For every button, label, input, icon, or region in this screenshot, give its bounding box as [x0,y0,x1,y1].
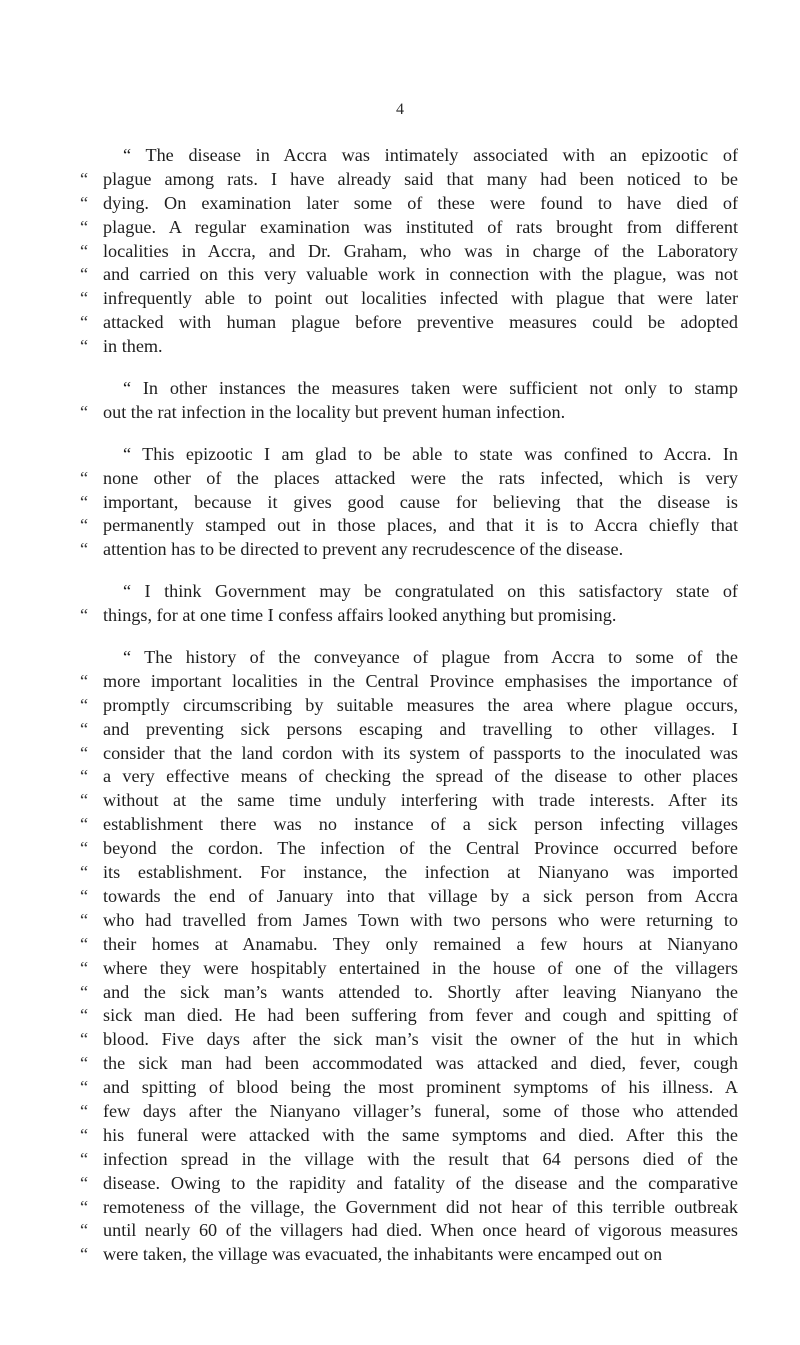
quote-mark: “ [80,192,89,213]
line-text: and carried on this very valuable work in connection with the plague, was not [103,264,738,285]
line-text: blood. Five days after the sick man’s visit the owner of the hut in which [103,1029,738,1050]
text-line [80,467,738,491]
quote-mark: “ [80,694,89,715]
quote-mark: “ [80,933,89,954]
line-text: establishment there was no instance of a sick person infecting villages [103,814,738,835]
line-text: who had travelled from James Town with two persons who were returning to [103,909,738,930]
text-line [80,1028,738,1052]
line-text: the sick man had been accommodated was attacked and died, fever, cough [103,1053,738,1074]
text-line [80,580,738,604]
line-text: few days after the Nianyano villager’s funeral, some of those who attended [103,1100,738,1121]
line-text: more important localities in the Central Province emphasises the importance of [103,670,738,691]
line-text: and spitting of blood being the most prominent symptoms of his illness. A [103,1077,738,1098]
line-text: infection spread in the village with the result that 64 persons died of the [103,1148,738,1169]
text-line [80,1172,738,1196]
quote-mark: “ [80,766,89,787]
line-text: their homes at Anamabu. They only remained a few hours at Nianyano [103,933,738,954]
text-line [80,646,738,670]
text-line [80,144,738,168]
line-text: dying. On examination later some of these were found to have died of [103,192,738,213]
quote-mark: “ [80,336,89,357]
quote-mark: “ [80,605,89,626]
line-text: attention has to be directed to prevent any recrudescence of the disease. [103,539,624,560]
line-text: consider that the land cordon with its system of passports to the inoculated was [103,742,738,763]
line-text: plague. A regular examination was instituted of rats brought from different [103,216,738,237]
line-text: “ The disease in Accra was intimately associated with an epizootic of [123,145,738,165]
quote-mark: “ [80,216,89,237]
paragraph [80,443,738,562]
paragraph [80,646,738,1267]
text-line [80,933,738,957]
quote-mark: “ [80,981,89,1002]
text-line [80,604,738,628]
line-text: permanently stamped out in those places, and that it is to Accra chiefly that [103,515,738,536]
quote-mark: “ [80,1029,89,1050]
quote-mark: “ [80,467,89,488]
text-line [80,287,738,311]
text-line [80,1124,738,1148]
quote-mark: “ [80,1053,89,1074]
line-text: without at the same time unduly interfering with trade interests. After its [103,790,738,811]
text-line [80,718,738,742]
line-text: were taken, the village was evacuated, the inhabitants were encamped out on [103,1244,663,1265]
quote-mark: “ [80,1124,89,1145]
text-line [80,957,738,981]
quote-mark: “ [80,515,89,536]
line-text: none other of the places attacked were the rats infected, which is very [103,467,738,488]
text-line [80,694,738,718]
line-text: towards the end of January into that village by a sick person from Accra [103,885,738,906]
text-line [80,1052,738,1076]
quote-mark: “ [80,885,89,906]
text-line [80,813,738,837]
quote-mark: “ [80,742,89,763]
quote-mark: “ [80,1148,89,1169]
quote-mark: “ [80,1005,89,1026]
line-text: where they were hospitably entertained in the house of one of the villagers [103,957,738,978]
quote-mark: “ [80,718,89,739]
line-text: disease. Owing to the rapidity and fatality of the disease and the comparative [103,1172,738,1193]
text-line [80,909,738,933]
paragraph [80,580,738,628]
text-line [80,538,738,562]
quote-mark: “ [80,1100,89,1121]
line-text: remoteness of the village, the Government did not hear of this terrible outbreak [103,1196,738,1217]
line-text: and preventing sick persons escaping and travelling to other villages. I [103,718,738,739]
paragraph [80,377,738,425]
line-text: plague among rats. I have already said that many had been noticed to be [103,168,738,189]
text-line [80,1219,738,1243]
text-line [80,1076,738,1100]
quote-mark: “ [80,1244,89,1265]
line-text: “ I think Government may be congratulated on this satisfactory state of [123,581,738,602]
line-text: things, for at one time I confess affairs looked anything but promising. [103,605,617,626]
line-text: his funeral were attacked with the same symptoms and died. After this the [103,1124,738,1145]
line-text: promptly circumscribing by suitable measures the area where plague occurs, [103,694,738,715]
line-text: its establishment. For instance, the infection at Nianyano was imported [103,862,738,883]
text-line [80,216,738,240]
text-line [80,885,738,909]
line-text: until nearly 60 of the villagers had died. When once heard of vigorous measures [103,1220,738,1241]
text-line [80,240,738,264]
quote-mark: “ [80,814,89,835]
text-line [80,670,738,694]
text-line [80,192,738,216]
quote-mark: “ [80,168,89,189]
text-line [80,861,738,885]
text-line [80,1196,738,1220]
text-line [80,981,738,1005]
line-text: “ In other instances the measures taken were sufficient not only to stamp [123,378,738,399]
quote-mark: “ [80,401,89,422]
quote-mark: “ [80,491,89,512]
line-text: out the rat infection in the locality but prevent human infection. [103,401,566,422]
quote-mark: “ [80,312,89,333]
text-line [80,168,738,192]
quote-mark: “ [80,264,89,285]
quote-mark: “ [80,957,89,978]
text-line [80,1004,738,1028]
line-text: important, because it gives good cause for believing that the disease is [103,491,738,512]
quote-mark: “ [80,288,89,309]
quote-mark: “ [80,909,89,930]
quote-mark: “ [80,1196,89,1217]
text-line [80,1148,738,1172]
text-line [80,335,738,359]
line-text: “ The history of the conveyance of plague from Accra to some of the [123,647,738,668]
text-line [80,1243,738,1267]
line-text: “ This epizootic I am glad to be able to state was confined to Accra. In [123,443,738,464]
text-line [80,377,738,401]
text-line [80,311,738,335]
report-text [80,144,738,1285]
text-line [80,1100,738,1124]
quote-mark: “ [80,670,89,691]
line-text: a very effective means of checking the spread of the disease to other places [103,766,738,787]
text-line [80,401,738,425]
quote-mark: “ [80,240,89,261]
line-text: infrequently able to point out localities infected with plague that were later [103,288,738,309]
text-line [80,765,738,789]
line-text: beyond the cordon. The infection of the Central Province occurred before [103,838,738,859]
text-line [80,789,738,813]
quote-mark: “ [80,790,89,811]
line-text: sick man died. He had been suffering from fever and cough and spitting of [103,1005,738,1026]
text-line [80,837,738,861]
page-number: 4 [396,101,404,118]
quote-mark: “ [80,1172,89,1193]
text-line [80,742,738,766]
line-text: attacked with human plague before preventive measures could be adopted [103,312,738,333]
line-text: in them. [103,336,163,357]
text-line [80,491,738,515]
quote-mark: “ [80,539,89,560]
paragraph [80,144,738,359]
line-text: and the sick man’s wants attended to. Shortly after leaving Nianyano the [103,981,738,1002]
text-line [80,443,738,467]
text-line [80,263,738,287]
line-text: localities in Accra, and Dr. Graham, who was in charge of the Laboratory [103,240,738,261]
quote-mark: “ [80,1220,89,1241]
text-line [80,514,738,538]
quote-mark: “ [80,838,89,859]
quote-mark: “ [80,862,89,883]
quote-mark: “ [80,1077,89,1098]
